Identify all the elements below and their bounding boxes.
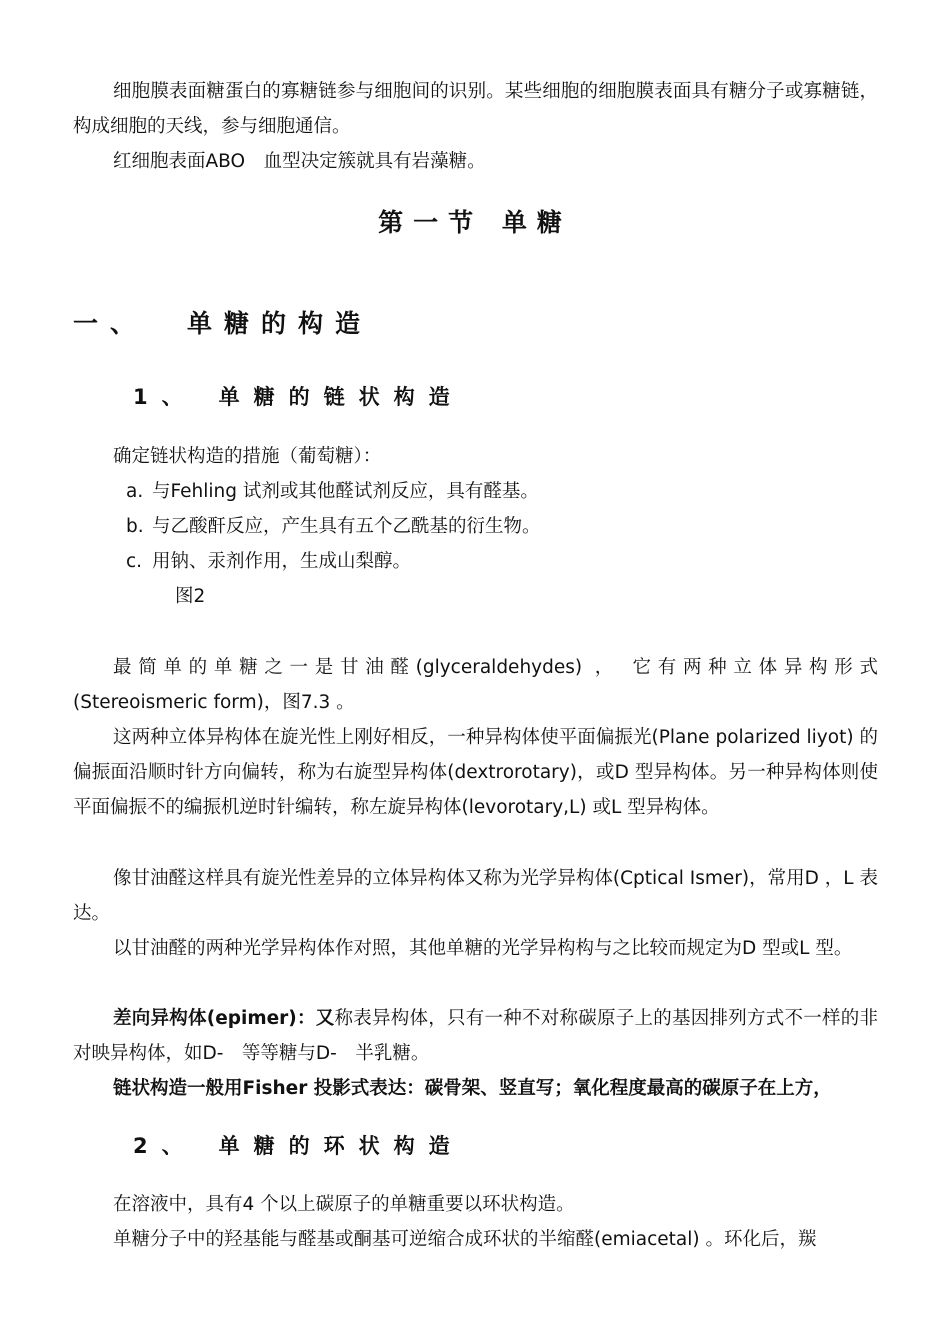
- heading-chain-structure: [133, 381, 464, 411]
- epimer-definition: 称表异构体，只有一种不对称碳原子上的基因排列方式不一样的非对映异构体，如D- 等等糖与D- 半乳糖。: [73, 1008, 878, 1064]
- heading-ring-structure-number: 2、: [133, 1134, 197, 1158]
- heading-level-1: [73, 304, 372, 340]
- ring-paragraph-1: 在溶液中，具有4 个以上碳原子的单糖重要以环状构造。: [113, 1194, 575, 1215]
- method-item-c: [126, 544, 411, 579]
- intro-paragraph-1: 细胞膜表面糖蛋白的寡糖链参与细胞间的识别。某些细胞的细胞膜表面具有糖分子或寡糖链，构成细胞的天线，参与细胞通信。: [73, 81, 878, 137]
- epimer-paragraph: [73, 1001, 878, 1071]
- section-title: 第一节 单糖: [378, 208, 572, 237]
- heading-chain-structure-title: 单糖的链状构造: [218, 385, 464, 409]
- reference-paragraph: 以甘油醛的两种光学异构体作对照，其他单糖的光学异构构与之比较而规定为D 型或L 型。: [113, 938, 853, 959]
- fisher-projection-line: 链状构造一般用Fisher 投影式表达：碳骨架、竖直写；氧化程度最高的碳原子在上方，: [113, 1078, 832, 1099]
- heading-level-1-number: 一、: [73, 309, 148, 338]
- heading-ring-structure: [133, 1130, 464, 1160]
- method-item-a-text: 与Fehling 试剂或其他醛试剂反应，具有醛基。: [152, 481, 539, 502]
- method-item-b-mark: b.: [126, 516, 144, 537]
- heading-chain-structure-number: 1、: [133, 385, 197, 409]
- method-item-b-text: 与乙酸酐反应，产生具有五个乙酰基的衍生物。: [152, 516, 541, 537]
- method-item-a: [126, 474, 539, 509]
- intro-paragraph-2: 红细胞表面ABO 血型决定簇就具有岩藻糖。: [113, 151, 486, 172]
- epimer-also: 又: [315, 1008, 335, 1029]
- glyceraldehyde-line-2: (Stereoismeric form)，图7.3 。: [73, 692, 355, 713]
- methods-lead: 确定链状构造的措施（葡萄糖）：: [113, 446, 382, 467]
- method-item-b: [126, 509, 541, 544]
- ring-paragraph-2: 单糖分子中的羟基能与醛基或酮基可逆缩合成环状的半缩醛(emiacetal) 。环化后，羰: [113, 1229, 817, 1250]
- heading-ring-structure-title: 单糖的环状构造: [218, 1134, 464, 1158]
- method-item-c-mark: c.: [126, 551, 143, 572]
- epimer-term: 差向异构体(epimer)：: [113, 1008, 316, 1029]
- figure-caption: 图2: [175, 586, 206, 607]
- method-item-a-mark: a.: [126, 481, 144, 502]
- optical-isomer-paragraph: 像甘油醛这样具有旋光性差异的立体异构体又称为光学异构体(Cptical Ismer)，常用D ，L 表达。: [73, 868, 878, 924]
- optical-rotation-paragraph: 这两种立体异构体在旋光性上刚好相反，一种异构体使平面偏振光(Plane polarized liyot) 的偏振面沿顺时针方向偏转，称为右旋型异构体(dextrorotary)，或D 型异构体。另一种异构体则使平面偏振不的编振机逆时针编转，称左旋异构体(levorotary,L) 或L 型异构体。: [73, 727, 878, 818]
- glyceraldehyde-line-1: 最简单的单糖之一是甘油醛(glyceraldehydes) ， 它有两种立体异构形式: [113, 657, 878, 678]
- method-item-c-text: 用钠、汞剂作用，生成山梨醇。: [152, 551, 412, 572]
- heading-level-1-title: 单糖的构造: [187, 309, 373, 338]
